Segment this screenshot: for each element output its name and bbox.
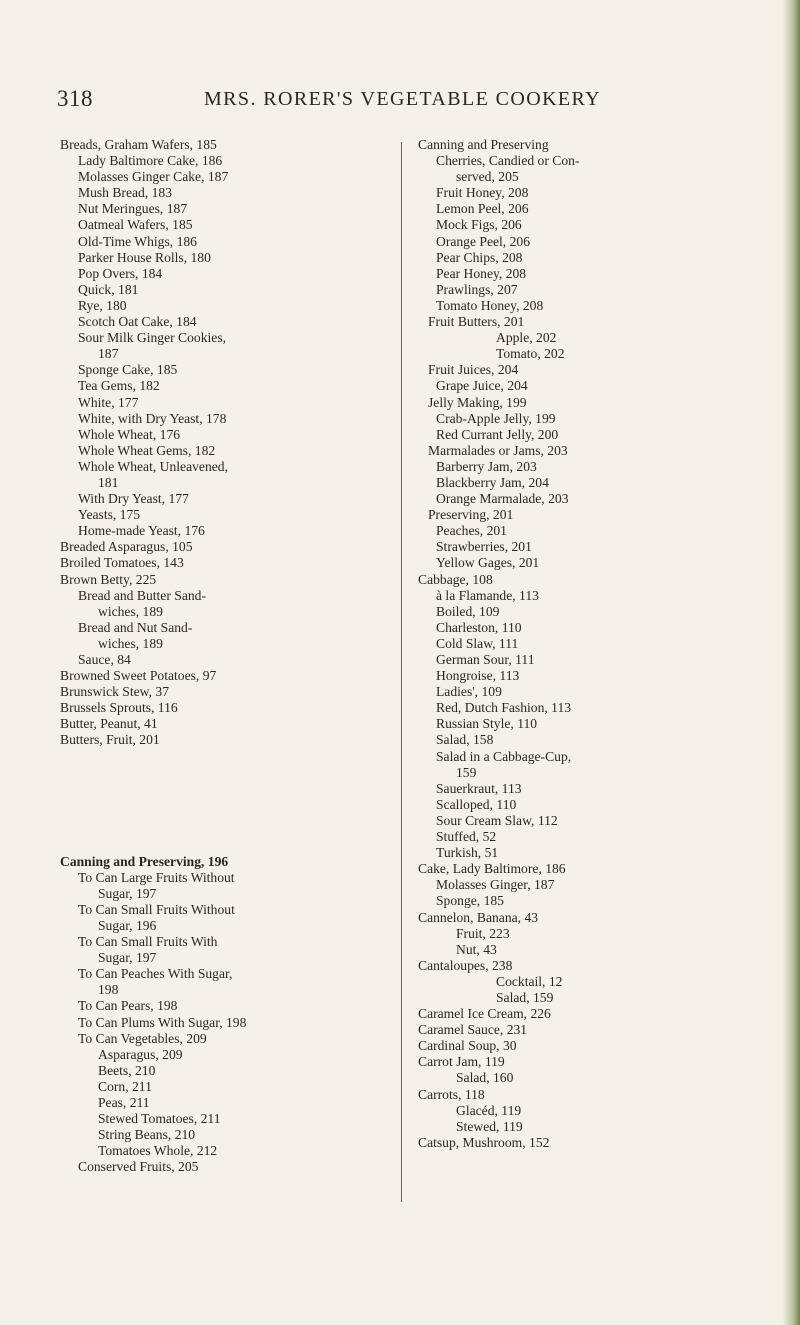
index-entry: To Can Plums With Sugar, 198 — [78, 1014, 247, 1030]
index-entry: Butters, Fruit, 201 — [60, 732, 160, 748]
index-entry: Corn, 211 — [98, 1078, 152, 1094]
index-entry: Sauce, 84 — [78, 652, 131, 667]
index-entry: Butter, Peanut, 41 — [60, 716, 158, 732]
index-entry: Lemon Peel, 206 — [436, 201, 529, 217]
index-entry: Carrots, 118 — [418, 1086, 485, 1102]
index-entry: Preserving, 201 — [428, 507, 514, 523]
index-entry: 187 — [98, 346, 119, 362]
index-entry: Cake, Lady Baltimore, 186 — [418, 861, 566, 877]
index-entry: 181 — [98, 474, 119, 490]
index-entry: To Can Vegetables, 209 — [78, 1030, 207, 1046]
index-entry: Breads, Graham Wafers, 185 — [60, 137, 217, 152]
index-entry: Fruit Butters, 201 — [428, 314, 525, 330]
index-entry: Mock Figs, 206 — [436, 217, 522, 233]
page-edge-shading — [782, 0, 800, 1325]
index-entry: Russian Style, 110 — [436, 716, 538, 732]
page-number: 318 — [57, 86, 93, 111]
index-entry: Whole Wheat, Unleavened, — [78, 458, 228, 474]
index-entry: Strawberries, 201 — [436, 539, 532, 555]
index-entry: Jelly Making, 199 — [428, 394, 527, 410]
index-entry: Pear Chips, 208 — [436, 249, 523, 265]
index-entry: Salad, 158 — [436, 732, 494, 748]
index-entry: served, 205 — [456, 169, 519, 185]
index-entry: Cocktail, 12 — [496, 973, 563, 989]
index-entry: Cantaloupes, 238 — [418, 957, 513, 973]
index-entry: Salad in a Cabbage-Cup, — [436, 748, 572, 764]
index-entry: Canning and Preserving, 196 — [60, 853, 229, 869]
index-entry: Carrot Jam, 119 — [418, 1054, 505, 1070]
index-column-right — [418, 137, 713, 1151]
index-entry: Lady Baltimore Cake, 186 — [78, 153, 223, 169]
index-column-left — [60, 137, 343, 1175]
index-entry: To Can Large Fruits Without — [78, 869, 235, 885]
index-entry: Sugar, 196 — [98, 917, 157, 933]
index-entry: Brown Betty, 225 — [60, 571, 157, 587]
index-entry: Brunswick Stew, 37 — [60, 684, 169, 700]
index-entry: Broiled Tomatoes, 143 — [60, 555, 184, 571]
index-entry: Parker House Rolls, 180 — [78, 249, 211, 265]
index-entry: Orange Peel, 206 — [436, 233, 530, 249]
index-entry: Stewed, 119 — [456, 1118, 523, 1134]
index-entry: Red, Dutch Fashion, 113 — [436, 700, 572, 716]
index-entry: Rye, 180 — [78, 297, 127, 313]
index-entry: Salad, 159 — [496, 989, 554, 1005]
index-entry: Scalloped, 110 — [436, 796, 517, 812]
index-entry: 159 — [456, 764, 477, 780]
index-entry: Catsup, Mushroom, 152 — [418, 1134, 550, 1150]
index-entry: Blackberry Jam, 204 — [436, 474, 549, 490]
index-entry: Cardinal Soup, 30 — [418, 1038, 517, 1054]
index-entry: Prawlings, 207 — [436, 281, 518, 297]
index-entry: 198 — [98, 982, 119, 998]
index-entry: Beets, 210 — [98, 1062, 156, 1078]
index-entry: To Can Peaches With Sugar, — [78, 966, 233, 982]
index-entry: Conserved Fruits, 205 — [78, 1159, 199, 1175]
index-entry: Yeasts, 175 — [78, 507, 141, 523]
index-entry: Tomato Honey, 208 — [436, 297, 544, 313]
index-entry: With Dry Yeast, 177 — [78, 491, 189, 507]
index-entry: Yellow Gages, 201 — [436, 555, 540, 571]
index-entry: Canning and Preserving — [418, 137, 549, 152]
section-gap — [60, 749, 343, 854]
index-entry: Hongroise, 113 — [436, 668, 520, 684]
index-entry: White, 177 — [78, 394, 139, 410]
index-entry: Whole Wheat, 176 — [78, 426, 181, 442]
index-entry: Barberry Jam, 203 — [436, 458, 537, 474]
index-entry: Bread and Butter Sand- — [78, 587, 206, 603]
index-entry: Tomatoes Whole, 212 — [98, 1143, 218, 1159]
index-entry: Fruit Honey, 208 — [436, 185, 529, 201]
index-entry: Charleston, 110 — [436, 619, 522, 635]
index-entry: Bread and Nut Sand- — [78, 619, 193, 635]
index-entry: Grape Juice, 204 — [436, 378, 528, 394]
index-entry: Old-Time Whigs, 186 — [78, 233, 197, 249]
index-entry: Ladies', 109 — [436, 684, 502, 700]
index-entry: Fruit Juices, 204 — [428, 362, 519, 378]
index-entry: Breaded Asparagus, 105 — [60, 539, 193, 555]
index-entry: Nut, 43 — [456, 941, 497, 957]
index-entry: Sour Milk Ginger Cookies, — [78, 330, 227, 346]
index-entry: Asparagus, 209 — [98, 1046, 183, 1062]
index-entry: Crab-Apple Jelly, 199 — [436, 410, 556, 426]
index-entry: White, with Dry Yeast, 178 — [78, 410, 227, 426]
index-entry: Red Currant Jelly, 200 — [436, 426, 559, 442]
index-entry: Turkish, 51 — [436, 845, 499, 861]
page-header — [57, 86, 677, 118]
index-entry: Cannelon, Banana, 43 — [418, 909, 539, 925]
index-entry: Sugar, 197 — [98, 950, 157, 966]
index-entry: Tea Gems, 182 — [78, 378, 160, 394]
index-entry: wiches, 189 — [98, 635, 163, 651]
index-entry: Pear Honey, 208 — [436, 265, 527, 281]
index-entry: Sponge, 185 — [436, 893, 504, 909]
column-divider — [401, 142, 402, 1202]
index-entry: To Can Pears, 198 — [78, 998, 178, 1014]
index-entry: Scotch Oat Cake, 184 — [78, 314, 197, 330]
index-entry: Peas, 211 — [98, 1094, 150, 1110]
index-entry: To Can Small Fruits Without — [78, 901, 235, 917]
index-entry: Quick, 181 — [78, 281, 139, 297]
index-entry: Mush Bread, 183 — [78, 185, 173, 201]
index-entry: Sugar, 197 — [98, 885, 157, 901]
index-entry: Cold Slaw, 111 — [436, 635, 519, 651]
index-entry: Browned Sweet Potatoes, 97 — [60, 668, 217, 684]
index-entry: à la Flamande, 113 — [436, 587, 539, 603]
index-entry: German Sour, 111 — [436, 652, 535, 667]
index-entry: Oatmeal Wafers, 185 — [78, 217, 193, 233]
index-entry: Salad, 160 — [456, 1070, 514, 1086]
index-entry: Sour Cream Slaw, 112 — [436, 812, 558, 828]
index-entry: Caramel Sauce, 231 — [418, 1022, 528, 1038]
index-entry: Molasses Ginger Cake, 187 — [78, 169, 229, 185]
index-entry: Caramel Ice Cream, 226 — [418, 1006, 551, 1022]
index-entry: wiches, 189 — [98, 603, 163, 619]
index-entry: Marmalades or Jams, 203 — [428, 442, 568, 458]
index-entry: Peaches, 201 — [436, 523, 507, 539]
index-entry: Glacéd, 119 — [456, 1102, 522, 1118]
index-entry: Molasses Ginger, 187 — [436, 877, 555, 893]
index-entry: Pop Overs, 184 — [78, 265, 163, 281]
running-title: MRS. RORER'S VEGETABLE COOKERY — [204, 88, 602, 110]
index-entry: Sponge Cake, 185 — [78, 362, 178, 378]
index-entry: Stuffed, 52 — [436, 829, 497, 845]
index-entry: Tomato, 202 — [496, 346, 565, 362]
index-entry: Brussels Sprouts, 116 — [60, 700, 178, 716]
index-entry: Stewed Tomatoes, 211 — [98, 1111, 221, 1127]
index-entry: To Can Small Fruits With — [78, 934, 218, 950]
index-entry: Sauerkraut, 113 — [436, 780, 522, 796]
index-entry: Cabbage, 108 — [418, 571, 493, 587]
index-entry: Orange Marmalade, 203 — [436, 491, 569, 507]
index-entry: Fruit, 223 — [456, 925, 510, 941]
index-entry: String Beans, 210 — [98, 1127, 196, 1143]
index-entry: Whole Wheat Gems, 182 — [78, 442, 216, 458]
index-entry: Nut Meringues, 187 — [78, 201, 188, 217]
index-entry: Apple, 202 — [496, 330, 557, 346]
index-entry: Cherries, Candied or Con- — [436, 153, 580, 169]
index-entry: Boiled, 109 — [436, 603, 500, 619]
index-entry: Home-made Yeast, 176 — [78, 523, 205, 539]
